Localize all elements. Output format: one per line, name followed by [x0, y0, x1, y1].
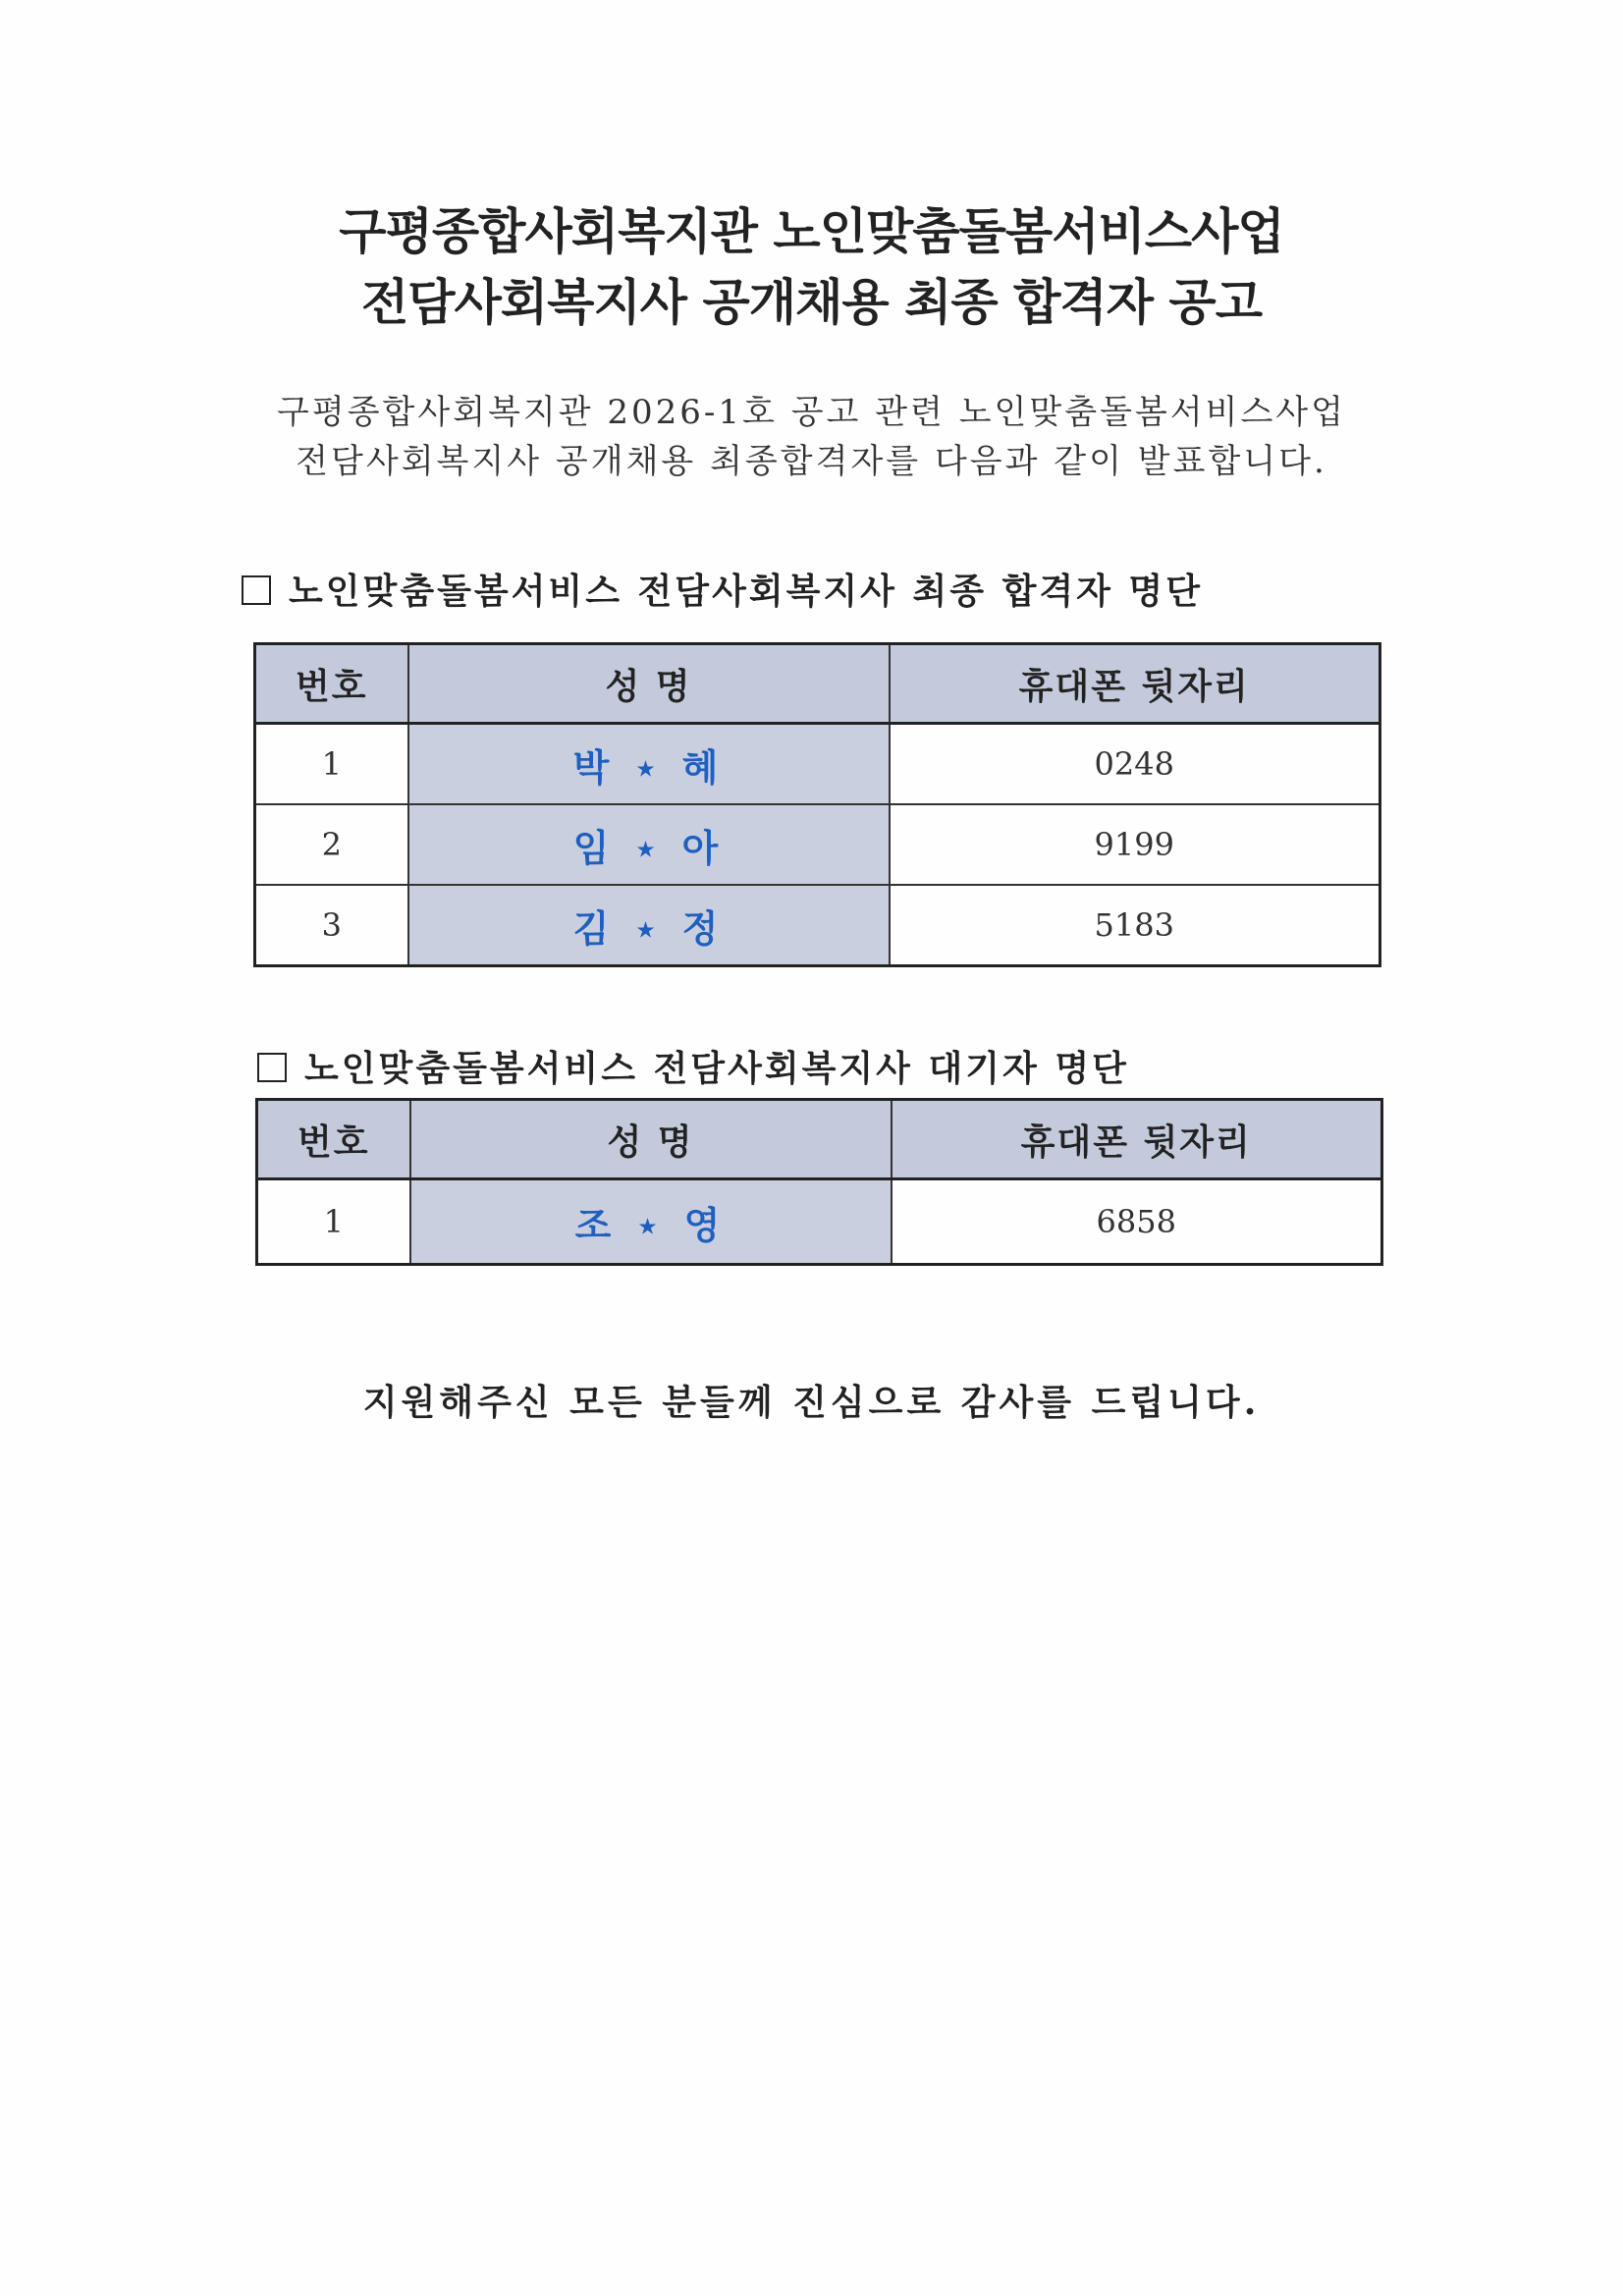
waitlist-table	[255, 1098, 1383, 1266]
checkbox-square-icon	[257, 1053, 287, 1082]
final-list-table	[253, 642, 1381, 967]
final-list-heading	[242, 564, 1203, 614]
header-phone: 휴대폰 뒷자리	[892, 1100, 1382, 1179]
intro-text-line-2: 전담사회복지사 공개채용 최종합격자를 다음과 같이 발표합니다.	[296, 442, 1327, 481]
header-phone: 휴대폰 뒷자리	[890, 644, 1380, 724]
waitlist-heading-text: 노인맞춤돌봄서비스 전담사회복지사 대기자 명단	[304, 1048, 1129, 1089]
row-phone: 0248	[890, 724, 1380, 805]
row-phone: 6858	[892, 1179, 1382, 1265]
table-row	[255, 724, 1380, 805]
table-row	[255, 804, 1380, 885]
row-name: 조 ⋆ 영	[410, 1179, 892, 1265]
table-header-row	[257, 1100, 1382, 1179]
row-number: 1	[257, 1179, 410, 1265]
row-name: 임 ⋆ 아	[408, 804, 890, 885]
header-name: 성 명	[410, 1100, 892, 1179]
row-phone: 9199	[890, 804, 1380, 885]
final-list-heading-text: 노인맞춤돌봄서비스 전담사회복지사 최종 합격자 명단	[289, 571, 1203, 612]
row-number: 3	[255, 885, 408, 966]
checkbox-square-icon	[242, 575, 271, 605]
waitlist-heading	[257, 1041, 1129, 1091]
page-title-line-2: 전담사회복지사 공개채용 최종 합격자 공고	[360, 274, 1263, 331]
header-name: 성 명	[408, 644, 890, 724]
header-number: 번호	[257, 1100, 410, 1179]
row-name: 박 ⋆ 혜	[408, 724, 890, 805]
table-row	[255, 885, 1380, 966]
row-phone: 5183	[890, 885, 1380, 966]
intro-text-line-1: 구평종합사회복지관 2026-1호 공고 관련 노인맞춤돌봄서비스사업	[277, 393, 1346, 432]
table-row	[257, 1179, 1382, 1265]
row-name: 김 ⋆ 정	[408, 885, 890, 966]
table-header-row	[255, 644, 1380, 724]
header-number: 번호	[255, 644, 408, 724]
row-number: 1	[255, 724, 408, 805]
page-title-line-1: 구평종합사회복지관 노인맞춤돌봄서비스사업	[339, 203, 1284, 260]
closing-message: 지원해주신 모든 분들께 진심으로 감사를 드립니다.	[362, 1382, 1261, 1423]
row-number: 2	[255, 804, 408, 885]
